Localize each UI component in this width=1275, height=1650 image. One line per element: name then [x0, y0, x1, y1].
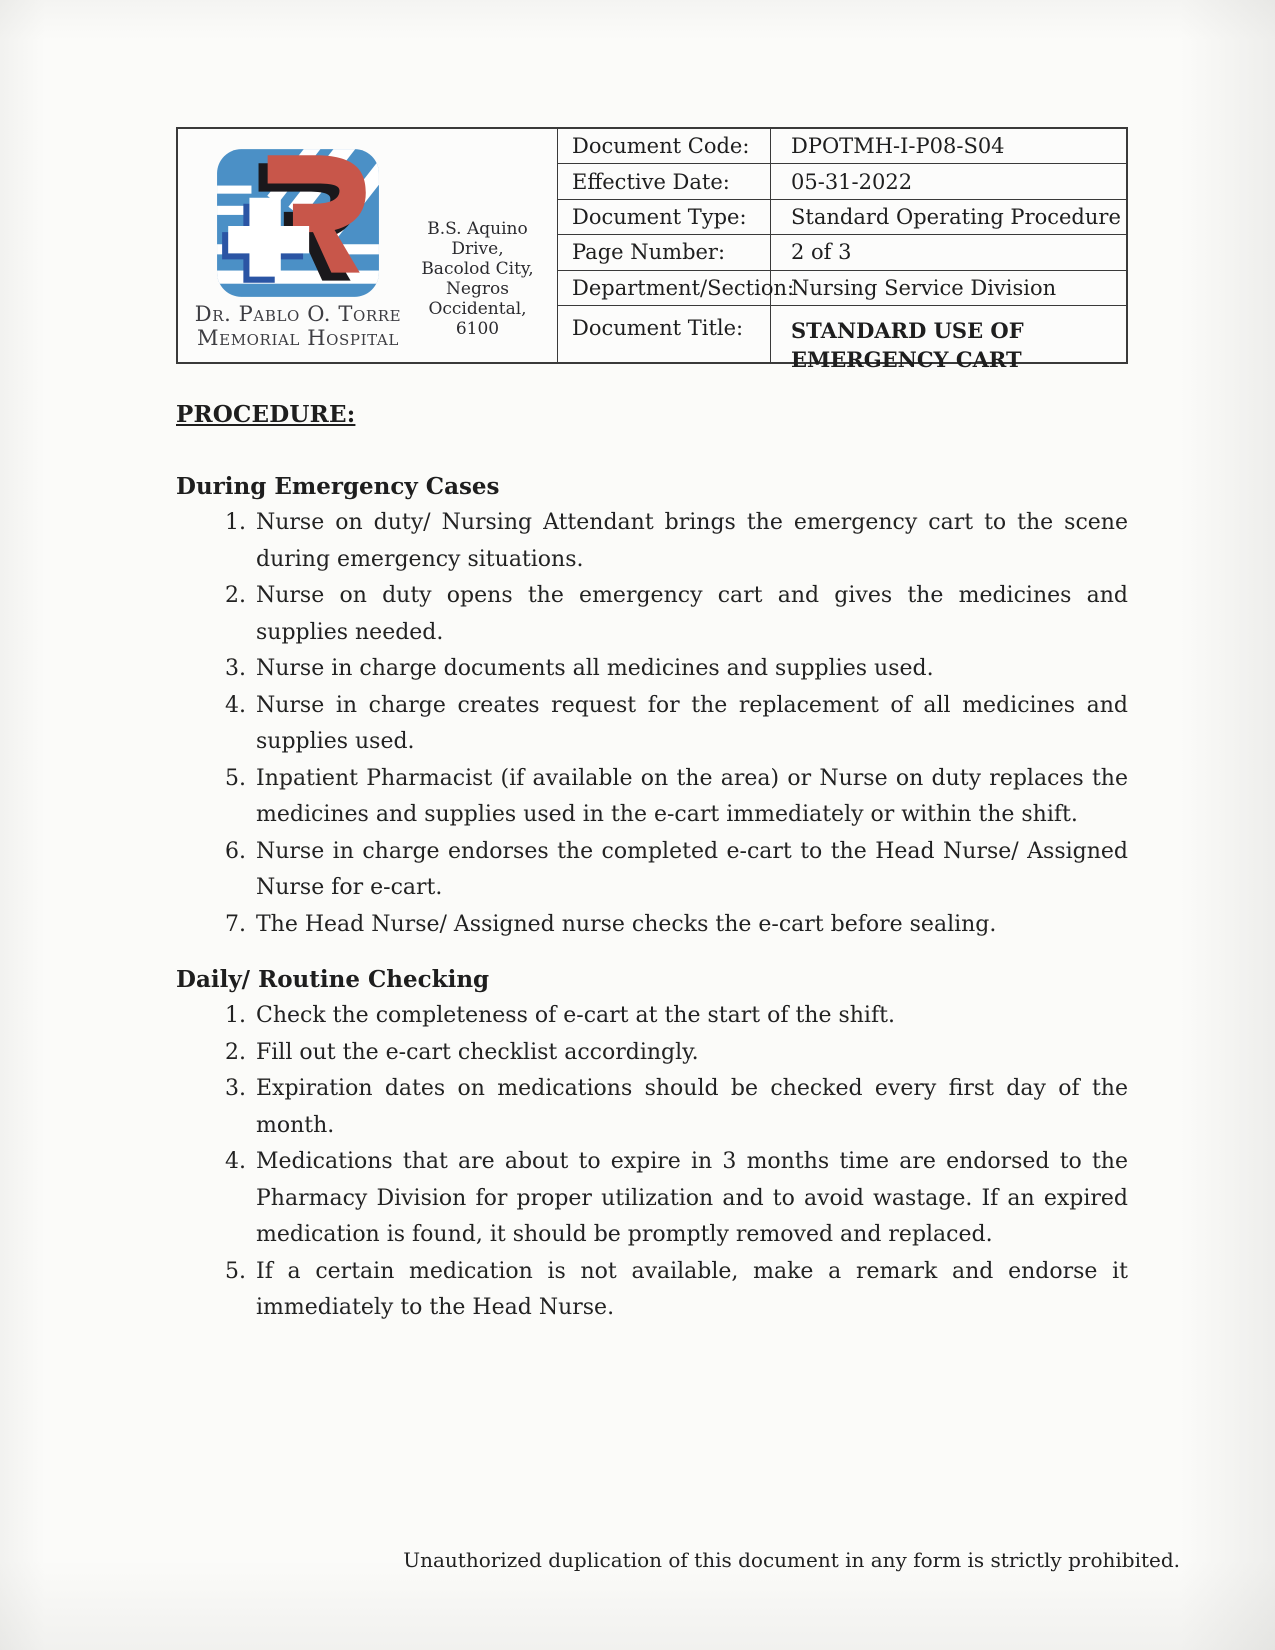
section-daily-routine-checking — [176, 963, 1128, 1327]
header-row-document-code — [558, 129, 1126, 164]
field-label: Document Type: — [558, 200, 771, 234]
field-label: Effective Date: — [558, 164, 771, 198]
header-row-document-type — [558, 200, 1126, 235]
header-row-department-section — [558, 271, 1126, 306]
procedure-body — [176, 400, 1128, 1327]
section-list — [176, 998, 1128, 1327]
footer-disclaimer: Unauthorized duplication of this document in any form is strictly prohibited. — [403, 1548, 1180, 1572]
list-item: 2. Nurse on duty opens the emergency cart and gives the medicines and supplies needed. — [253, 578, 1128, 651]
hospital-logo-block — [194, 135, 402, 362]
field-label: Department/Section: — [558, 271, 771, 305]
section-list — [176, 505, 1128, 943]
document-header-table — [176, 127, 1128, 372]
list-item: 2. Fill out the e-cart checklist accordingly. — [253, 1035, 1128, 1072]
hospital-identity-cell — [178, 129, 558, 362]
field-value: DPOTMH-I-P08-S04 — [791, 134, 1005, 159]
hospital-address — [402, 219, 553, 362]
field-label: Document Title: — [558, 306, 771, 362]
field-value: 05-31-2022 — [791, 169, 913, 194]
list-item: 5. If a certain medication is not available, make a remark and endorse it immediately to the Head Nurse. — [253, 1254, 1128, 1327]
procedure-heading: PROCEDURE: — [176, 401, 356, 428]
hospital-name — [195, 302, 401, 350]
list-item: 5. Inpatient Pharmacist (if available on the area) or Nurse on duty replaces the medicines and supplies used in the e-cart immediately or within the shift. — [253, 761, 1128, 834]
address-line: B.S. Aquino Drive, — [427, 219, 528, 259]
list-item: 1. Check the completeness of e-cart at the start of the shift. — [253, 998, 1128, 1035]
field-label: Document Code: — [558, 129, 771, 163]
document-title-value: STANDARD USE OF EMERGENCY CART — [791, 317, 1024, 372]
list-item: 7. The Head Nurse/ Assigned nurse checks the e-cart before sealing. — [253, 907, 1128, 944]
section-during-emergency-cases — [176, 470, 1128, 943]
field-label: Page Number: — [558, 235, 771, 269]
list-item: 4. Nurse in charge creates request for the replacement of all medicines and supplies used. — [253, 688, 1128, 761]
field-value: Nursing Service Division — [791, 275, 1057, 300]
address-line: Negros Occidental, — [428, 279, 527, 319]
list-item: 6. Nurse in charge endorses the completed e-cart to the Head Nurse/ Assigned Nurse for e-cart. — [253, 834, 1128, 907]
document-meta-table — [558, 129, 1126, 372]
address-line: Bacolod City, — [421, 259, 534, 279]
hospital-name-line2: Memorial Hospital — [197, 326, 399, 350]
header-row-page-number — [558, 235, 1126, 270]
list-item: 4. Medications that are about to expire in 3 months time are endorsed to the Pharmacy Division for proper utilization and to avoid wastage. If an expired medication is found, it should be promptly removed and replaced. — [253, 1144, 1128, 1254]
list-item: 3. Nurse in charge documents all medicines and supplies used. — [253, 651, 1128, 688]
hospital-name-line1: Dr. Pablo O. Torre — [194, 302, 402, 326]
hospital-logo-icon — [212, 147, 384, 299]
list-item: 1. Nurse on duty/ Nursing Attendant brings the emergency cart to the scene during emergency situations. — [253, 505, 1128, 578]
field-value: 2 of 3 — [791, 240, 852, 265]
section-title: Daily/ Routine Checking — [176, 966, 490, 993]
section-title: During Emergency Cases — [176, 473, 500, 500]
address-line: 6100 — [455, 319, 500, 339]
header-row-document-title — [558, 306, 1126, 372]
list-item: 3. Expiration dates on medications should be checked every first day of the month. — [253, 1071, 1128, 1144]
field-value: Standard Operating Procedure — [791, 204, 1121, 229]
header-row-effective-date — [558, 164, 1126, 199]
